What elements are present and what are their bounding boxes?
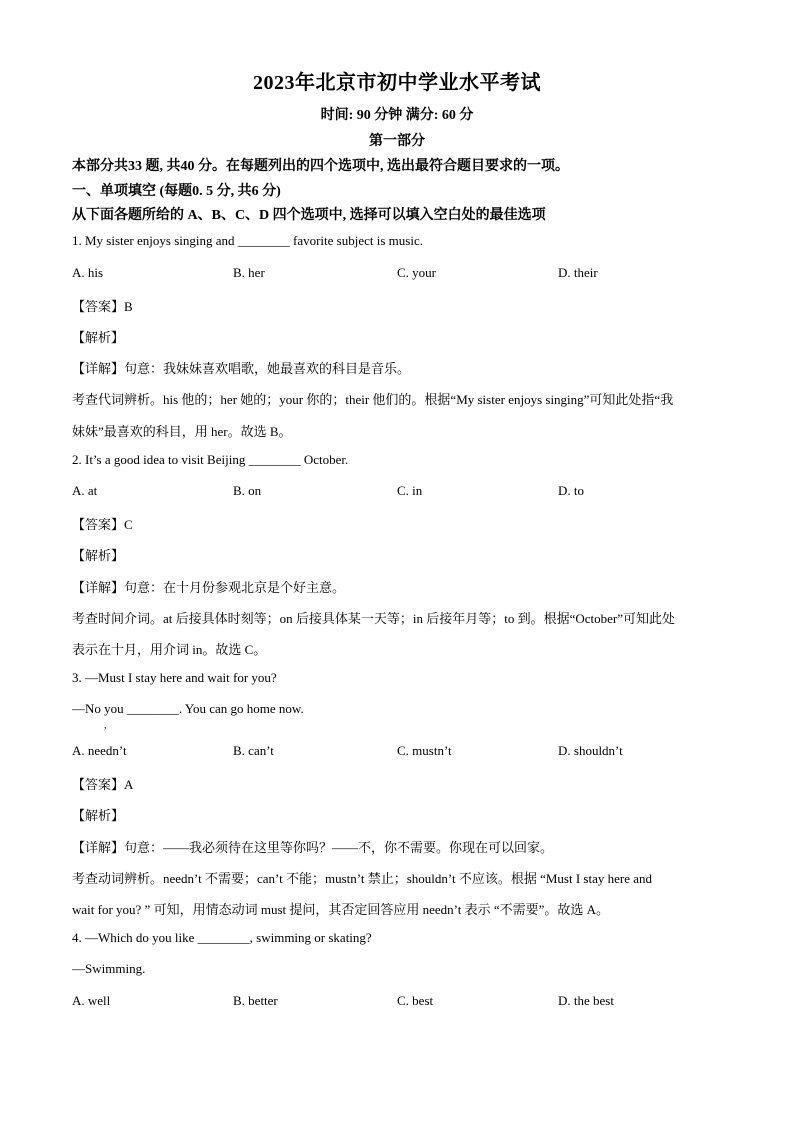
question-4-stem-line-1: 4. —Which do you like ________, swimming or skating? xyxy=(72,930,372,945)
question-3-option-b: B. can’t xyxy=(233,743,274,758)
question-3-stem-line-1: 3. —Must I stay here and wait for you? xyxy=(72,670,277,685)
question-4-option-b: B. better xyxy=(233,993,278,1008)
question-2-stem: 2. It’s a good idea to visit Beijing ________ October. xyxy=(72,452,349,467)
question-2-explanation-line-1: 考查时间介词。at 后接具体时刻等；on 后接具体某一天等；in 后接年月等；to 到。根据“October”可知此处 xyxy=(72,611,676,626)
section-instruction: 从下面各题所给的 A、B、C、D 四个选项中, 选择可以填入空白处的最佳选项 xyxy=(72,208,546,223)
question-1-stem: 1. My sister enjoys singing and ________ favorite subject is music. xyxy=(72,233,423,248)
exam-duration-score: 时间: 90 分钟 满分: 60 分 xyxy=(320,108,474,123)
question-1-explanation-line-1: 考查代词辨析。his 他的；her 她的；your 你的；their 他们的。根据“My sister enjoys singing”可知此处指“我 xyxy=(72,392,674,407)
section-heading: 一、单项填空 (每题0. 5 分, 共6 分) xyxy=(72,184,281,199)
question-1-option-a: A. his xyxy=(72,265,104,280)
question-3-stem-line-2: —No you ________. You can go home now. xyxy=(72,701,304,716)
question-3-answer: 【答案】A xyxy=(72,777,134,792)
question-2-option-b: B. on xyxy=(233,483,262,498)
question-2-option-a: A. at xyxy=(72,483,98,498)
question-3-detail: 【详解】句意：——我必须待在这里等你吗？——不，你不需要。你现在可以回家。 xyxy=(72,840,554,855)
question-4-option-a: A. well xyxy=(72,993,111,1008)
part-intro: 本部分共33 题, 共40 分。在每题列出的四个选项中, 选出最符合题目要求的一项。 xyxy=(72,159,569,174)
question-3-explanation-line-1: 考查动词辨析。needn’t 不需要；can’t 不能；mustn’t 禁止；shouldn’t 不应该。根据 “Must I stay here and xyxy=(72,871,653,886)
question-2-explanation-line-2: 表示在十月，用介词 in。故选 C。 xyxy=(72,642,267,657)
question-3-option-c: C. mustn’t xyxy=(397,743,452,758)
question-2-answer: 【答案】C xyxy=(72,517,133,532)
page-title: 2023年北京市初中学业水平考试 xyxy=(253,72,541,94)
question-3-stray-comma: , xyxy=(104,720,107,731)
question-1-option-d: D. their xyxy=(558,265,598,280)
question-2-option-c: C. in xyxy=(397,483,423,498)
question-3-option-d: D. shouldn’t xyxy=(558,743,623,758)
part-heading: 第一部分 xyxy=(369,134,425,149)
question-3-analysis: 【解析】 xyxy=(72,808,125,823)
question-4-stem-line-2: —Swimming. xyxy=(72,961,146,976)
question-1-option-c: C. your xyxy=(397,265,436,280)
question-3-option-a: A. needn’t xyxy=(72,743,127,758)
question-2-detail: 【详解】句意：在十月份参观北京是个好主意。 xyxy=(72,580,346,595)
question-1-option-b: B. her xyxy=(233,265,265,280)
question-3-explanation-line-2: wait for you? ” 可知，用情态动词 must 提问，其否定回答应用 needn’t 表示 “不需要”。故选 A。 xyxy=(72,902,610,917)
question-1-detail: 【详解】句意：我妹妹喜欢唱歌，她最喜欢的科目是音乐。 xyxy=(72,361,411,376)
question-2-option-d: D. to xyxy=(558,483,584,498)
question-4-option-d: D. the best xyxy=(558,993,614,1008)
question-4-option-c: C. best xyxy=(397,993,434,1008)
question-2-analysis: 【解析】 xyxy=(72,548,125,563)
question-1-analysis: 【解析】 xyxy=(72,330,125,345)
question-1-answer: 【答案】B xyxy=(72,299,133,314)
question-1-explanation-line-2: 妹妹”最喜欢的科目，用 her。故选 B。 xyxy=(72,424,292,439)
